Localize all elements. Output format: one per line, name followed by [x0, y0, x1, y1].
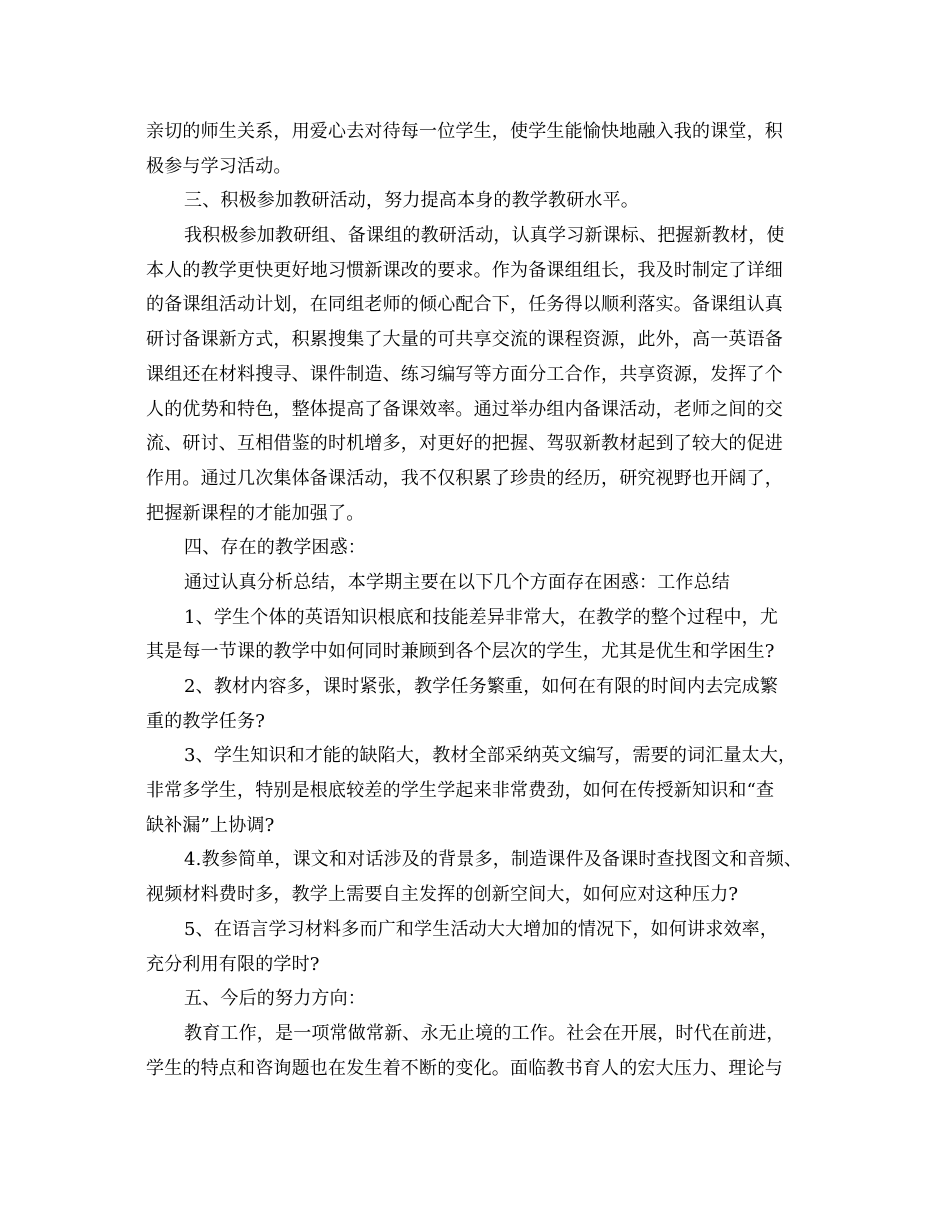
text-line: 通过认真分析总结，本学期主要在以下几个方面存在困惑：工作总结	[184, 571, 730, 593]
text-line: 我积极参加教研组、备课组的教研活动，认真学习新课标、把握新教材，使	[184, 225, 785, 247]
text-line: 作用。通过几次集体备课活动，我不仅积累了珍贵的经历，研究视野也开阔了，	[146, 467, 783, 489]
text-line: 流、研讨、互相借鉴的时机增多，对更好的把握、驾驭新教材起到了较大的促进	[146, 433, 783, 455]
text-line: 课组还在材料搜寻、课件制造、练习编写等方面分工合作，共享资源，发挥了个	[146, 363, 783, 385]
text-line: 1、学生个体的英语知识根底和技能差异非常大，在教学的整个过程中，尤	[184, 606, 779, 628]
text-line: 4.教参简单，课文和对话涉及的背景多，制造课件及备课时查找图文和音频、	[184, 849, 803, 871]
text-line: 3、学生知识和才能的缺陷大，教材全部采纳英文编写，需要的词汇量太大，	[184, 745, 797, 767]
text-line: 其是每一节课的教学中如何同时兼顾到各个层次的学生，尤其是优生和学困生?	[146, 641, 775, 663]
text-line: 四、存在的教学困惑：	[184, 537, 366, 559]
text-line: 三、积极参加教研活动，努力提高本身的教学教研水平。	[184, 190, 639, 212]
text-line: 极参与学习活动。	[146, 155, 292, 177]
text-line: 五、今后的努力方向：	[184, 988, 366, 1010]
text-line: 2、教材内容多，课时紧张，教学任务繁重，如何在有限的时间内去完成繁	[184, 676, 779, 697]
text-line: 人的优势和特色，整体提高了备课效率。通过举办组内备课活动，老师之间的交	[146, 398, 783, 420]
text-line: 本人的教学更快更好地习惯新课改的要求。作为备课组组长，我及时制定了详细	[146, 259, 783, 281]
text-line: 5、在语言学习材料多而广和学生活动大大增加的情况下，如何讲求效率，	[184, 918, 779, 940]
text-line: 研讨备课新方式，积累搜集了大量的可共享交流的课程资源，此外，高一英语备	[146, 329, 783, 351]
text-line: 重的教学任务?	[146, 710, 266, 732]
text-line: 的备课组活动计划，在同组老师的倾心配合下，任务得以顺利落实。备课组认真	[146, 294, 783, 316]
text-line: 非常多学生，特别是根底较差的学生学起来非常费劲，如何在传授新知识和“查	[146, 780, 775, 802]
text-line: 视频材料费时多，教学上需要自主发挥的创新空间大，如何应对这种压力?	[146, 884, 739, 906]
text-line: 缺补漏”上协调?	[146, 814, 275, 836]
text-line: 学生的特点和咨询题也在发生着不断的变化。面临教书育人的宏大压力、理论与	[146, 1057, 783, 1079]
text-line: 教育工作，是一项常做常新、永无止境的工作。社会在开展，时代在前进，	[184, 1022, 785, 1044]
document-body	[146, 115, 806, 1086]
text-line: 把握新课程的才能加强了。	[146, 502, 365, 524]
text-line: 亲切的师生关系，用爱心去对待每一位学生，使学生能愉快地融入我的课堂，积	[146, 121, 783, 142]
text-line: 充分利用有限的学时?	[146, 953, 320, 975]
